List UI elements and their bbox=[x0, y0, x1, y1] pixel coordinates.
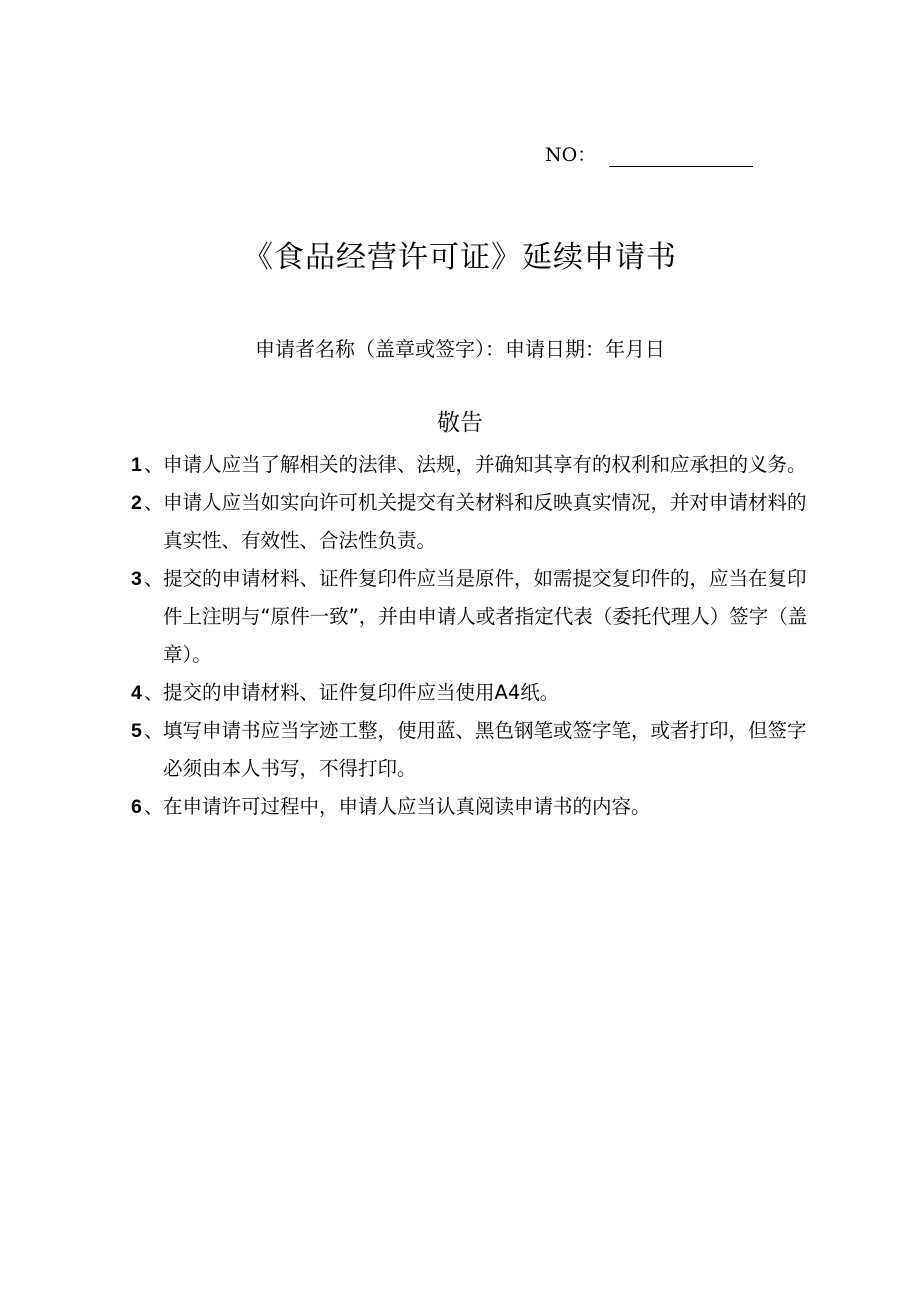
notice-item bbox=[131, 712, 821, 788]
notice-item-text: 申请人应当如实向许可机关提交有关材料和反映真实情况，并对申请材料的真实性、有效性、合法性负责。 bbox=[163, 491, 807, 552]
notice-item-separator: 、 bbox=[144, 795, 164, 818]
notice-item-text: 提交的申请材料、证件复印件应当是原件，如需提交复印件的，应当在复印件上注明与“原件一致”，并由申请人或者指定代表（委托代理人）签字（盖章）。 bbox=[163, 567, 808, 666]
notice-item-separator: 、 bbox=[144, 453, 164, 476]
notice-item bbox=[131, 788, 821, 826]
notice-item-separator: 、 bbox=[144, 491, 164, 514]
form-number-blank-line bbox=[609, 166, 753, 167]
notice-item bbox=[131, 446, 821, 484]
notice-item-number: 5 bbox=[131, 720, 142, 742]
notice-list bbox=[131, 446, 821, 826]
notice-item-separator: 、 bbox=[144, 567, 164, 590]
applicant-name-date-line: 申请者名称（盖章或签字）：申请日期：年月日 bbox=[255, 337, 665, 361]
notice-item-text: 在申请许可过程中，申请人应当认真阅读申请书的内容。 bbox=[163, 795, 651, 818]
notice-item-separator: 、 bbox=[144, 681, 164, 704]
notice-item-number: 6 bbox=[131, 796, 142, 818]
form-number-label: NO： bbox=[545, 144, 597, 166]
notice-item bbox=[131, 674, 821, 712]
notice-heading: 敬告 bbox=[437, 410, 483, 436]
notice-item bbox=[131, 560, 821, 674]
notice-item bbox=[131, 484, 821, 560]
notice-item-number: 2 bbox=[131, 492, 142, 514]
notice-item-text: 申请人应当了解相关的法律、法规，并确知其享有的权利和应承担的义务。 bbox=[163, 453, 807, 476]
notice-item-number: 3 bbox=[131, 568, 142, 590]
notice-item-number: 1 bbox=[131, 454, 142, 476]
notice-item-number: 4 bbox=[131, 682, 142, 704]
notice-item-text: 填写申请书应当字迹工整，使用蓝、黑色钢笔或签字笔，或者打印，但签字必须由本人书写，不得打印。 bbox=[163, 719, 807, 780]
notice-item-text: 提交的申请材料、证件复印件应当使用A4纸。 bbox=[163, 681, 560, 704]
form-number bbox=[545, 140, 765, 170]
document-title: 《食品经营许可证》延续申请书 bbox=[243, 240, 677, 275]
notice-item-separator: 、 bbox=[144, 719, 164, 742]
